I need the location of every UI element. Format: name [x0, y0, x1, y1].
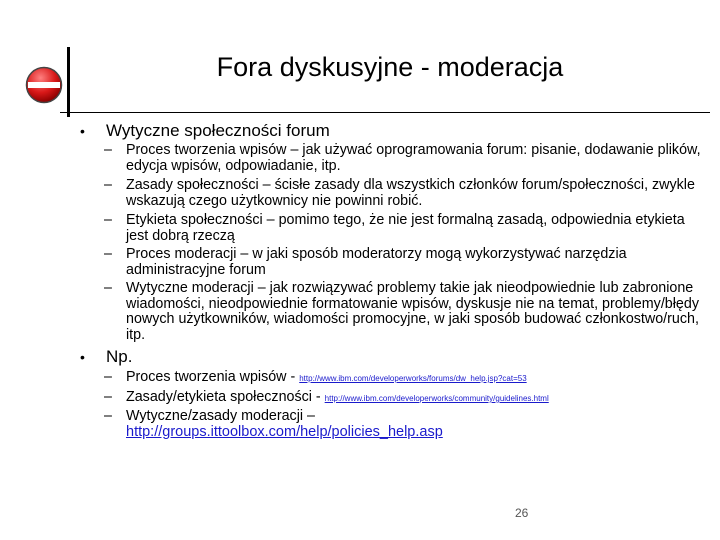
slide-title: Fora dyskusyjne - moderacja — [216, 52, 564, 82]
title-divider-vertical — [67, 47, 70, 117]
dash-glyph: – — [104, 280, 112, 296]
list-item-text: Zasady społeczności – ścisłe zasady dla wszystkich członków forum/społeczności, zwykle wskazują czego użytkownicy nie powinni robić. — [126, 177, 695, 209]
list-item-text: Proces moderacji – w jaki sposób moderatorzy mogą wykorzystywać narzędzia administracyjne forum — [126, 246, 627, 278]
dash-glyph: – — [104, 177, 112, 193]
list-item-text: Etykieta społeczności – pomimo tego, że nie jest formalną zasadą, odpowiednia etykieta jest dobrą rzeczą — [126, 212, 685, 244]
list-item-text: Proces tworzenia wpisów – jak używać oprogramowania forum: pisanie, dodawanie plików, edycja wpisów, odpowiadanie, itp. — [126, 142, 701, 174]
list-item-text: Wytyczne moderacji – jak rozwiązywać problemy takie jak nieodpowiednie lub zabronione wiadomości, nieodpowiednie formatowanie wpisów, dyskusje nie na temat, problemy/błędy nowych użytkowników, wiadomości promocyjne, w jaki sposób budować członkostwo/ruch, itp. — [126, 280, 699, 343]
dash-glyph: – — [104, 408, 112, 424]
list-item-text: Zasady/etykieta społeczności - — [126, 389, 325, 405]
dash-glyph: – — [104, 212, 112, 228]
dash-glyph: – — [104, 246, 112, 262]
community-guidelines-link[interactable]: http://www.ibm.com/developerworks/community/guidelines.html — [324, 394, 549, 403]
moderation-policies-link[interactable]: http://groups.ittoolbox.com/help/policies_help.asp — [126, 423, 443, 440]
dash-glyph: – — [104, 389, 112, 405]
logo-icon — [25, 66, 63, 104]
forum-help-link[interactable]: http://www.ibm.com/developerworks/forums/dw_help.jsp?cat=53 — [299, 374, 527, 383]
list-item-text: Proces tworzenia wpisów - — [126, 369, 300, 385]
list-item-content — [126, 390, 706, 407]
bullet-text: Wytyczne społeczności forum — [106, 121, 330, 140]
bullet-text: Np. — [106, 347, 133, 366]
title-divider-horizontal — [60, 112, 710, 113]
dash-glyph: – — [104, 369, 112, 385]
page-number: 26 — [515, 506, 529, 520]
list-item-text: Wytyczne/zasady moderacji – — [126, 408, 315, 424]
list-item-content — [126, 370, 706, 387]
dash-glyph: – — [104, 142, 112, 158]
bullet-glyph: • — [80, 349, 85, 365]
bullet-glyph: • — [80, 123, 85, 139]
list-item-content — [126, 409, 706, 440]
